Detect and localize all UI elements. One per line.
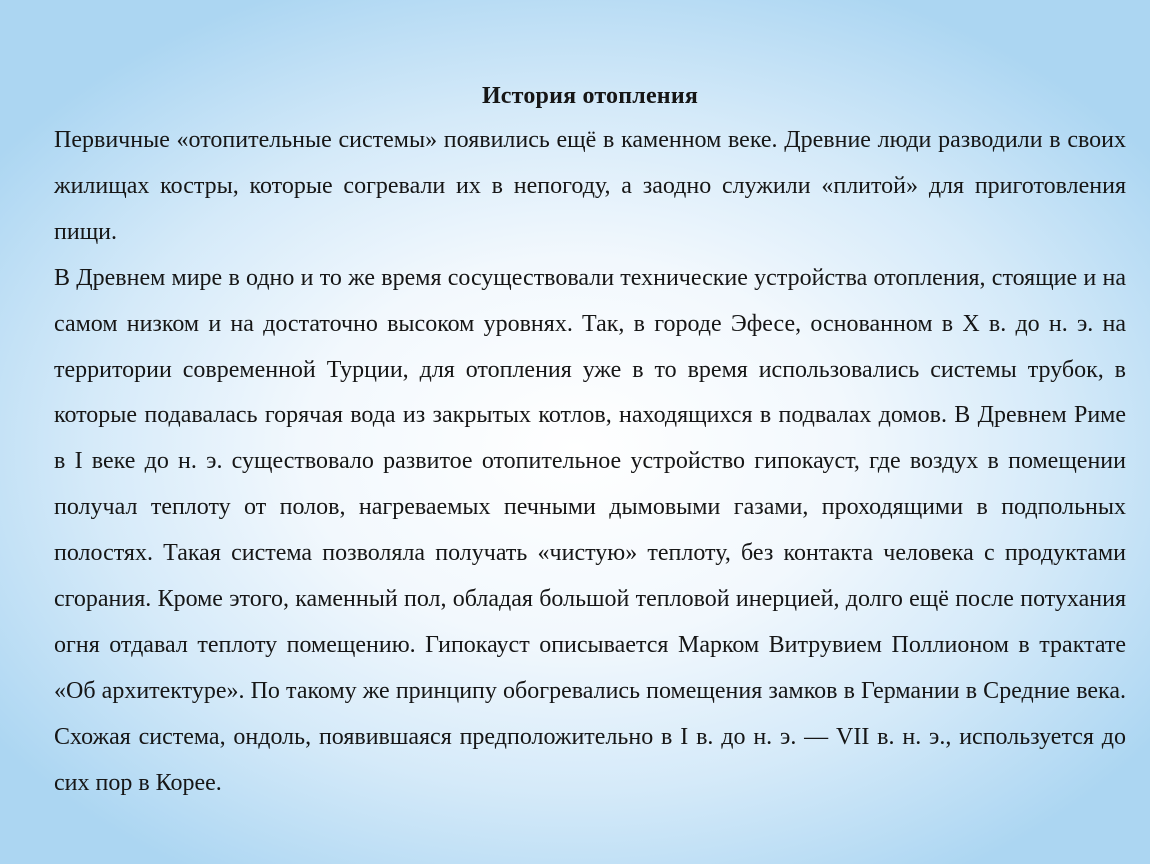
slide-title: История отопления bbox=[481, 83, 699, 109]
paragraph-ancient-world: В Древнем мире в одно и то же время сосуществовали технические устройства отопления, стоящие и на самом низком и на достаточно высоком уровнях. Так, в городе Эфесе, основанном в X в. до н. э. на территории современной Турции, для отопления уже в то время использовались системы трубок, в которые подавалась горячая вода из закрытых котлов, находящихся в подвалах домов. В Древнем Риме в I веке до н. э. существовало развитое отопительное устройство гипокауст, где воздух в помещении получал теплоту от полов, нагреваемых печными дымовыми газами, проходящими в подпольных полостях. Такая система позволяла получать «чистую» теплоту, без контакта человека с продуктами сгорания. Кроме этого, каменный пол, обладая большой тепловой инерцией, долго ещё после потухания огня отдавал теплоту помещению. Гипокауст описывается Марком Витрувием Поллионом в трактате «Об архитектуре». По такому же принципу обогревались помещения замков в Германии в Средние века. Схожая система, ондоль, появившаяся предположительно в I в. до н. э. — VII в. н. э., используется до сих пор в Корее. bbox=[54, 264, 1126, 796]
paragraph-stone-age: Первичные «отопительные системы» появились ещё в каменном веке. Древние люди разводили в своих жилищах костры, которые согревали их в непогоду, а заодно служили «плитой» для приготовления пищи. bbox=[54, 127, 1126, 245]
